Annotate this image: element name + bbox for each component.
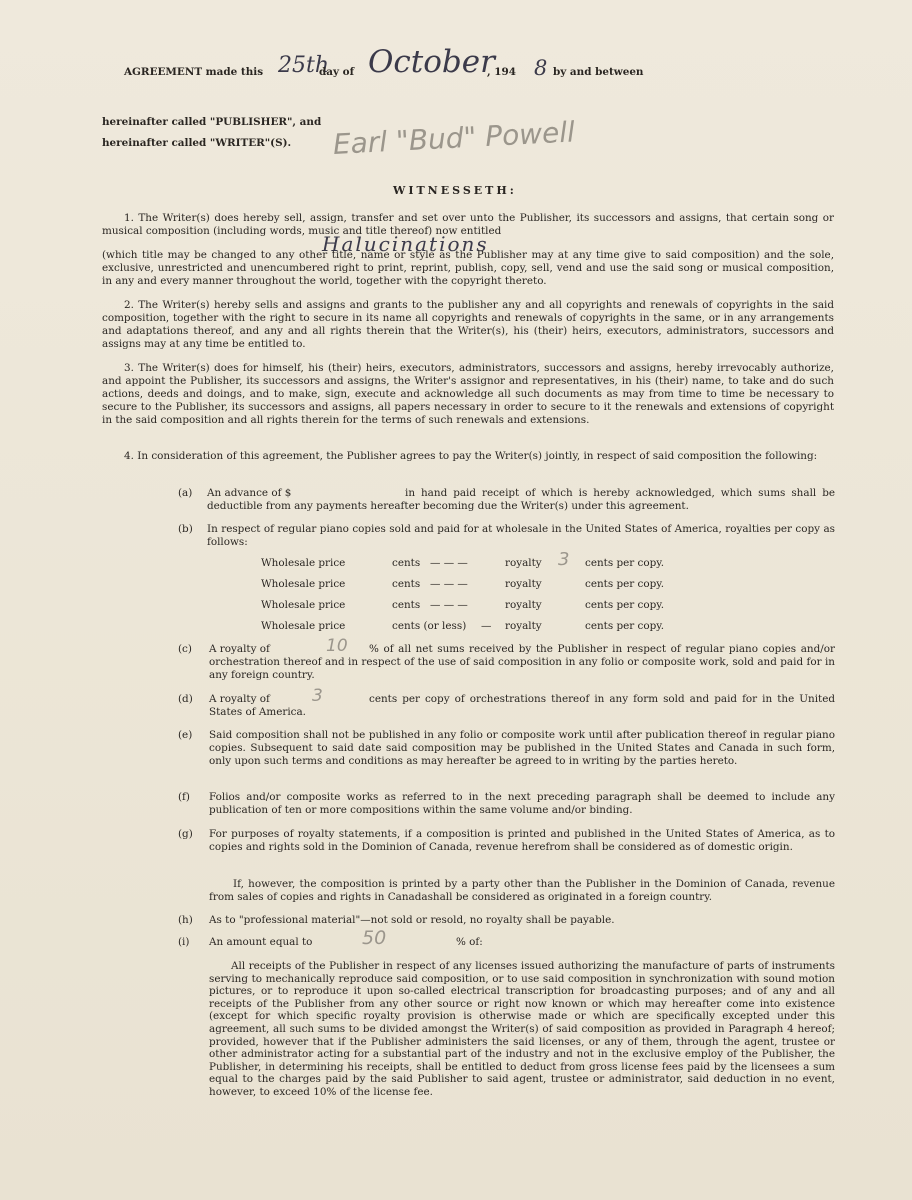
wholesale-per-copy-label: cents per copy. [585, 599, 665, 611]
clause-c-text-2: % of all net sums received by the Publisher in respect of regular piano copies and/or orchestration thereof and in respect of the use of said composition in any folio or composite work, sold and paid for in any foreign country. [209, 643, 835, 681]
day-of-label: day of [319, 66, 355, 78]
wholesale-cents-label: cents [392, 578, 421, 590]
clause-d-value-pencil: 3 [312, 686, 323, 706]
witnesseth-heading: WITNESSETH: [393, 184, 517, 197]
wholesale-dash: — — — [430, 578, 468, 590]
wholesale-cents-label: cents [392, 557, 421, 569]
publisher-line: hereinafter called "PUBLISHER", and [102, 116, 322, 128]
clause-c-value-pencil: 10 [326, 636, 348, 656]
wholesale-per-copy-label: cents per copy. [585, 578, 665, 590]
clause-g-text-2: If, however, the composition is printed by a party other than the Publisher in the Dominion of Canada, revenue from sales of copies and rights in Canadashall be considered as originated in a foreign country. [209, 878, 835, 903]
month-handwritten: October [368, 44, 495, 80]
wholesale-dash: — — — [430, 599, 468, 611]
clause-i-text-2: % of: [456, 936, 483, 948]
wholesale-dash: — — — [430, 557, 468, 569]
agreement-prefix: AGREEMENT made this [124, 66, 264, 78]
clause-f-text: Folios and/or composite works as referred to in the next preceding paragraph shall be deemed to include any publication of ten or more compositions within the same volume and/or binding. [209, 791, 835, 816]
clause-i-label: (i) [178, 936, 190, 948]
year-handwritten: 8 [534, 56, 548, 80]
clause-e-text: Said composition shall not be published in any folio or composite work until after publication thereof in regular piano copies. Subsequent to said date said composition may be published in the United States and Canada in such form, only upon such terms and conditions as may hereafter be agreed to in writing by the parties hereto. [209, 729, 835, 767]
wholesale-price-label: Wholesale price [261, 557, 346, 569]
day-handwritten: 25th [278, 53, 330, 78]
clause-d-text-2: cents per copy of orchestrations thereof in any form sold and paid for in the United States of America. [209, 693, 835, 718]
clause-g-label: (g) [178, 828, 193, 840]
writer-name-pencil: Earl "Bud" Powell [332, 115, 576, 161]
paragraph-4: 4. In consideration of this agreement, the Publisher agrees to pay the Writer(s) jointly, in respect of said composition the following: [124, 450, 818, 462]
clause-f-label: (f) [178, 791, 190, 803]
paragraph-1a: 1. The Writer(s) does hereby sell, assign, transfer and set over unto the Publisher, its successors and assigns, that certain song or musical composition (including words, music and title thereof) now entitled [102, 212, 834, 237]
paragraph-1b: (which title may be changed to any other title, name or style as the Publisher may at any time give to said composition) and the sole, exclusive, unrestricted and unencumbered right to print, reprint, publish, copy, sell, vend and use the said song or musical composition, in any and every manner throughout the world, together with the copyright thereto. [102, 249, 834, 287]
wholesale-cents-label: cents (or less) [392, 620, 467, 632]
clause-a-text-2: in hand paid receipt of which is hereby acknowledged, which sums shall be deductible from any payments hereafter becoming due the Writer(s) under this agreement. [207, 487, 835, 512]
song-title-handwritten: Halucinations [322, 232, 489, 256]
wholesale-royalty-value-pencil: 3 [558, 549, 570, 570]
clause-b-label: (b) [178, 523, 193, 535]
wholesale-per-copy-label: cents per copy. [585, 557, 665, 569]
clause-i-value-pencil: 50 [362, 927, 387, 949]
wholesale-price-label: Wholesale price [261, 620, 346, 632]
clause-c-text-1: A royalty of [209, 643, 270, 655]
clause-c-label: (c) [178, 643, 192, 655]
wholesale-royalty-label: royalty [505, 599, 542, 611]
clause-b-text: In respect of regular piano copies sold and paid for at wholesale in the United States of America, royalties per copy as follows: [207, 523, 835, 548]
wholesale-price-label: Wholesale price [261, 578, 346, 590]
clause-d-text-1: A royalty of [209, 693, 270, 705]
writer-line: hereinafter called "WRITER"(S). [102, 137, 292, 149]
clause-g-text: For purposes of royalty statements, if a composition is printed and published in the United States of America, as to copies and rights sold in the Dominion of Canada, revenue herefrom shall be considered as of domestic origin. [209, 828, 835, 853]
paragraph-3: 3. The Writer(s) does for himself, his (their) heirs, executors, administrators, successors and assigns, hereby irrevocably authorize, and appoint the Publisher, its successors and assigns, the Writer's assignor and representatives, in his (their) name, to take and do such actions, deeds and doings, and to make, sign, execute and acknowledge all such documents as may from time to time be necessary to secure to the Publisher, its successors and assigns, all papers necessary in order to secure to it the renewals and extensions of copyright in the said composition and all rights therein for the terms of such renewals and extensions. [102, 362, 834, 426]
year-prefix: , 194 [487, 66, 516, 78]
paragraph-2: 2. The Writer(s) hereby sells and assigns and grants to the publisher any and all copyrights and renewals of copyrights in the said composition, together with the right to secure in its name all copyrights and renewals of copyrights in the same, or in any arrangements and adaptations thereof, and any and all rights therein that the Writer(s), his (their) heirs, executors, administrators, successors and assigns may at any time be entitled to. [102, 299, 834, 350]
wholesale-dash: — [481, 620, 492, 632]
wholesale-price-label: Wholesale price [261, 599, 346, 611]
clause-a-text-1: An advance of $ [207, 487, 292, 499]
clause-i-text-1: An amount equal to [209, 936, 313, 948]
wholesale-cents-label: cents [392, 599, 421, 611]
clause-a-label: (a) [178, 487, 193, 499]
clause-d-label: (d) [178, 693, 193, 705]
wholesale-royalty-label: royalty [505, 557, 542, 569]
wholesale-per-copy-label: cents per copy. [585, 620, 665, 632]
clause-h-label: (h) [178, 914, 193, 926]
by-and-between: by and between [553, 66, 644, 78]
wholesale-royalty-label: royalty [505, 578, 542, 590]
clause-i-body: All receipts of the Publisher in respect of any licenses issued authorizing the manufacture of parts of instruments serving to mechanically reproduce said composition, or to use said composition in synchronization with sound motion pictures, or to reproduce it upon so-called electrical transcription for broadcasting purposes; and of any and all receipts of the Publisher from any other source or right now known or which may hereafter come into existence (except for which specific royalty provision is otherwise made or which are specifically excepted under this agreement, all such sums to be divided amongst the Writer(s) of said composition as provided in Paragraph 4 hereof; provided, however that if the Publisher administers the said licenses, or any of them, through the agent, trustee or other administrator acting for a substantial part of the industry and not in the exclusive employ of the Publisher, the Publisher, in determining his receipts, shall be entitled to deduct from gross license fees paid by the licensees a sum equal to the charges paid by the said Publisher to said agent, trustee or administrator, said deduction in no event, however, to exceed 10% of the license fee. [209, 960, 835, 1098]
clause-e-label: (e) [178, 729, 193, 741]
clause-h-text: As to "professional material"—not sold or resold, no royalty shall be payable. [209, 914, 615, 926]
wholesale-royalty-label: royalty [505, 620, 542, 632]
